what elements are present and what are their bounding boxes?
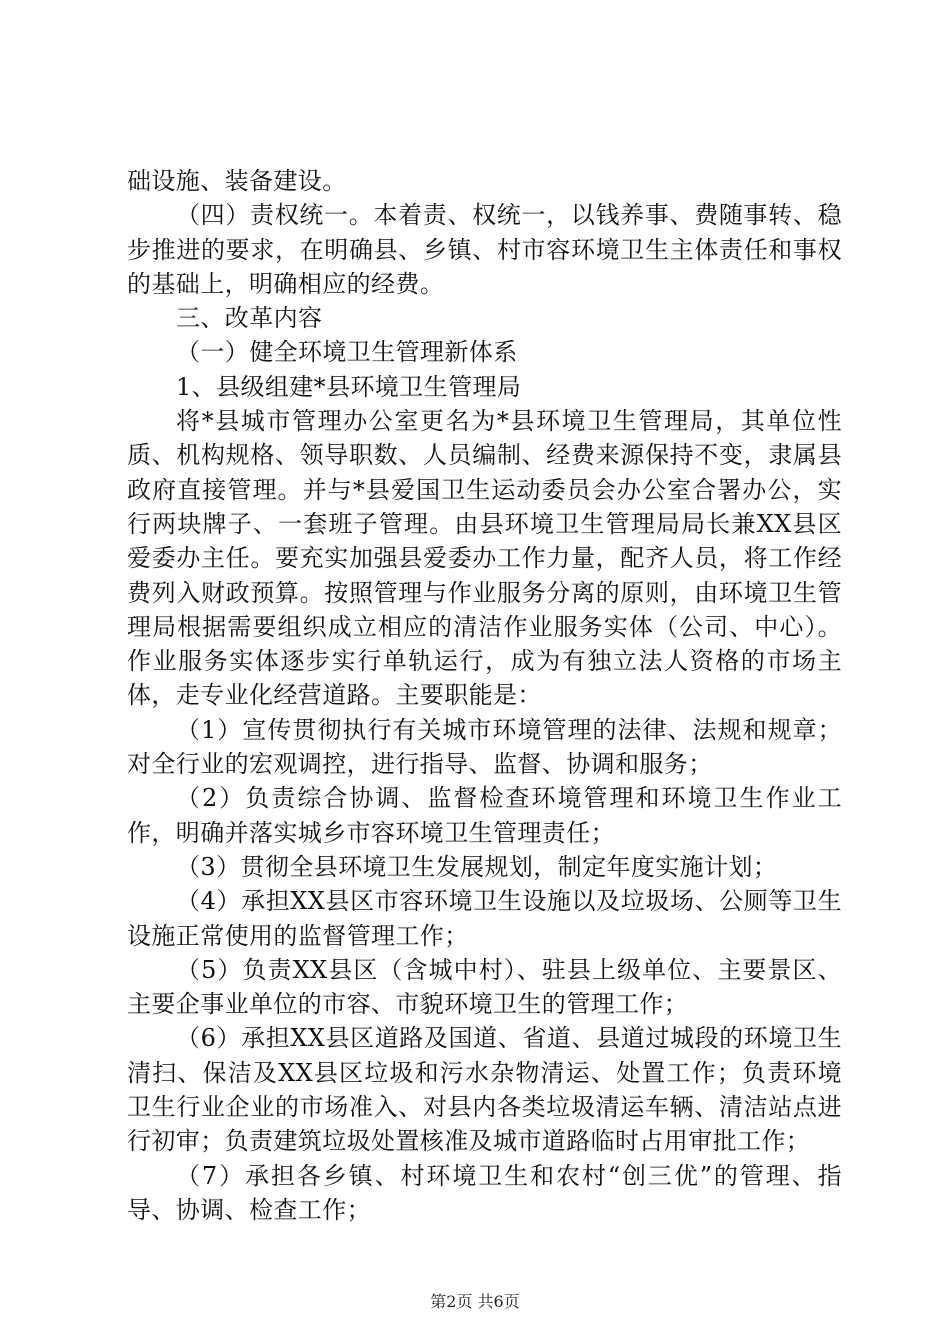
duty-item-3: （3）贯彻全县环境卫生发展规划，制定年度实施计划； [176,852,778,881]
section-heading-reform-content: 三、改革内容 [176,304,323,333]
paragraph-continuation: 础设施、装备建设。 [127,167,347,195]
duty-item-7: （7）承担各乡镇、村环境卫生和农村“创三优”的管理、指导、协调、检查工作； [127,1161,842,1224]
duty-item-4: （4）承担XX县区市容环境卫生设施以及垃圾场、公厕等卫生设施正常使用的监督管理工作； [127,887,842,950]
duty-item-5: （5）负责XX县区（含城中村）、驻县上级单位、主要景区、主要企事业单位的市容、市貌环境卫生的管理工作； [127,955,842,1019]
duty-item-1: （1）宣传贯彻执行有关城市环境管理的法律、法规和规章；对全行业的宏观调控，进行指导、监督、协调和服务； [127,715,842,779]
subsection-heading-system: （一）健全环境卫生管理新体系 [176,338,518,367]
duty-item-2: （2）负责综合协调、监督检查环境管理和环境卫生作业工作，明确并落实城乡市容环境卫生管理责任； [127,784,842,847]
paragraph-principle-four: （四）责权统一。本着责、权统一，以钱养事、费随事转、稳步推进的要求，在明确县、乡镇、村市容环境卫生主体责任和事权的基础上，明确相应的经费。 [127,201,842,298]
document-body [127,164,842,1227]
item-heading-county-bureau: 1、县级组建*县环境卫生管理局 [176,372,522,401]
duty-item-6: （6）承担XX县区道路及国道、省道、县道过城段的环境卫生清扫、保洁及XX县区垃圾和污水杂物清运、处置工作；负责环境卫生行业企业的市场准入、对县内各类垃圾清运车辆、清洁站点进行初审；负责建筑垃圾处置核准及城市道路临时占用审批工作； [127,1024,842,1156]
page-number-footer: 第2页 共6页 [430,1292,520,1311]
paragraph-bureau-description: 将*县城市管理办公室更名为*县环境卫生管理局，其单位性质、机构规格、领导职数、人员编制、经费来源保持不变，隶属县政府直接管理。并与*县爱国卫生运动委员会办公室合署办公，实行两块牌子、一套班子管理。由县环境卫生管理局局长兼XX县区爱委办主任。要充实加强县爱委办工作力量，配齐人员，将工作经费列入财政预算。按照管理与作业服务分离的原则，由环境卫生管理局根据需要组织成立相应的清洁作业服务实体（公司、中心）。作业服务实体逐步实行单轨运行，成为有独立法人资格的市场主体，走专业化经营道路。主要职能是： [127,407,842,710]
